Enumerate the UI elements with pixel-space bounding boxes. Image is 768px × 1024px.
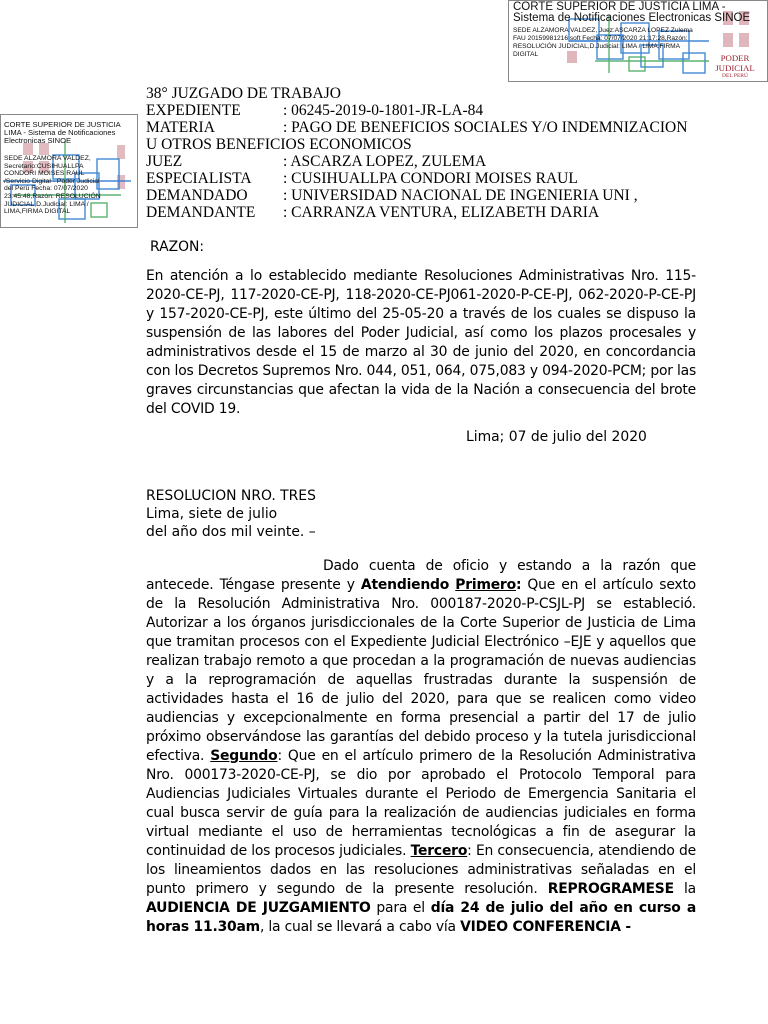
resolution-number: RESOLUCION NRO. TRES (146, 488, 316, 504)
especialista-label: ESPECIALISTA (146, 170, 252, 187)
text-segment: para el (370, 900, 431, 916)
juez-value: : ASCARZA LOPEZ, ZULEMA (283, 153, 487, 170)
resolution-indent-line: Dado cuenta de oficio y estando a la razón que (323, 558, 696, 574)
razon-body: En atención a lo establecido mediante Resoluciones Administrativas Nro. 115-2020-CE-PJ, 117-2020-CE-PJ, 118-2020-CE-PJ061-2020-P-CE-PJ, 062-2020-P-CE-PJ y 157-2020-CE-PJ, este último del 25-05-20 a través de los cuales se dispuso la suspensión de las labores del Poder Judicial, así como los plazos procesales y administrativos desde el 15 de marzo al 30 de junio del 2020, en concordancia con los Decretos Supremos Nro. 044, 051, 064, 075,083 y 094-2020-PCM; por las graves circunstancias que afectan la vida de la Nación a consecuencia del brote del COVID 19. (146, 268, 696, 417)
segundo-keyword: Segundo (210, 748, 278, 764)
expediente-label: EXPEDIENTE (146, 102, 241, 119)
stamp-detail: SEDE ALZAMORA VALDEZ, Secretario:CUSIHUALLPA CONDORI MOISES RAUL /Servicio Digital - Poder Judicial del Perú Fecha: 07/07/2020 23:45:48,Razón: RESOLUCIÓN JUDICIAL,D.Judicial: LIMA / LIMA,FIRMA DIGITAL (4, 155, 101, 216)
resolution-main-text (146, 576, 696, 937)
demandante-value: : CARRANZA VENTURA, ELIZABETH DARIA (283, 204, 600, 221)
digital-signature-stamp-judge (508, 0, 768, 82)
reprogramese-keyword: REPROGRAMESE (547, 881, 674, 897)
demandado-value: : UNIVERSIDAD NACIONAL DE INGENIERIA UNI , (283, 187, 638, 204)
colon: : (515, 577, 522, 593)
resolution-year: del año dos mil veinte. – (146, 524, 316, 540)
audiencia-keyword: AUDIENCIA DE JUZGAMIENTO (146, 900, 371, 916)
text-segment: : En consecuencia, atendiendo de los lineamientos dados en las resoluciones administrativas señaladas en el punto primero y segundo de la presente resolución. (146, 843, 696, 897)
atendiendo-keyword: Atendiendo (360, 577, 450, 593)
text-segment: : Que en el artículo primero de la Resolución Administrativa Nro. 000173-2020-CE-PJ, se dio por aprobado el Protocolo Temporal para Audiencias Judiciales Virtuales durante el Periodo de Emergencia Sanitaria el cual busca servir de guía para la realización de audiencias judiciales en forma virtual mediante el uso de herramientas tecnológicas a fin de asegurar la continuidad de los procesos judiciales. (146, 748, 696, 859)
expediente-value: : 06245-2019-0-1801-JR-LA-84 (283, 102, 484, 119)
razon-date: Lima; 07 de julio del 2020 (466, 429, 647, 445)
materia-value-continued: U OTROS BENEFICIOS ECONOMICOS (146, 136, 412, 153)
juez-label: JUEZ (146, 153, 183, 170)
digital-signature-stamp-secretary (0, 114, 138, 228)
razon-heading: RAZON: (150, 239, 205, 255)
text-segment: Que en el artículo sexto de la Resolución Administrativa Nro. 000187-2020-P-CSJL-PJ se estableció. Autorizar a los órganos jurisdiccionales de la Corte Superior de Justicia de Lima que tramitan procesos con el Expediente Judicial Electrónico –EJE y aquellos que realizan trabajo remoto a que procedan a la programación de nuevas audiencias y a la reprogramación de aquellas frustradas durante la suspensión de actividades hasta el 16 de julio del 2020, para que se realicen como video audiencias y excepcionalmente en forma presencial a partir del 17 de julio próximo observándose las garantías del debido proceso y la tutela jurisdiccional efectiva. (146, 577, 696, 764)
resolution-place: Lima, siete de julio (146, 506, 278, 522)
stamp-title: CORTE SUPERIOR DE JUSTICIA LIMA - Sistema de Notificaciones Electronicas SINOE (4, 120, 121, 146)
tercero-keyword: Tercero (410, 843, 468, 859)
text-segment: , la cual se llevará a cabo vía (259, 919, 461, 935)
text-segment: la (673, 881, 696, 897)
primero-keyword: Primero (455, 577, 516, 593)
poder-judicial-logo (705, 53, 765, 80)
logo-sub-text: DEL PERÚ (722, 73, 748, 79)
especialista-value: : CUSIHUALLPA CONDORI MOISES RAUL (283, 170, 578, 187)
stamp-title: CORTE SUPERIOR DE JUSTICIA LIMA - Sistema de Notificaciones Electronicas SINOE (513, 1, 751, 24)
hearing-date: día 24 de julio del año en curso a horas 11.30am (146, 900, 697, 935)
demandado-label: DEMANDADO (146, 187, 248, 204)
court-name: 38° JUZGADO DE TRABAJO (146, 85, 341, 102)
stamp-detail: SEDE ALZAMORA VALDEZ, Juez:ASCARZA LOPEZ Zulema FAU 20159981216 soft Fecha: 07/07/2020 21:17:28,Razón: RESOLUCIÓN JUDICIAL,D.Judicial: LIMA / LIMA,FIRMA DIGITAL (513, 27, 693, 58)
logo-main-text: PODER JUDICIAL (715, 53, 755, 73)
resolution-body (146, 557, 696, 937)
demandante-label: DEMANDANTE (146, 204, 256, 221)
video-conference-keyword: VIDEO CONFERENCIA - (460, 919, 631, 935)
materia-value: : PAGO DE BENEFICIOS SOCIALES Y/O INDEMNIZACION (283, 119, 688, 136)
materia-label: MATERIA (146, 119, 215, 136)
text-segment: antecede. Téngase presente y (146, 577, 361, 593)
